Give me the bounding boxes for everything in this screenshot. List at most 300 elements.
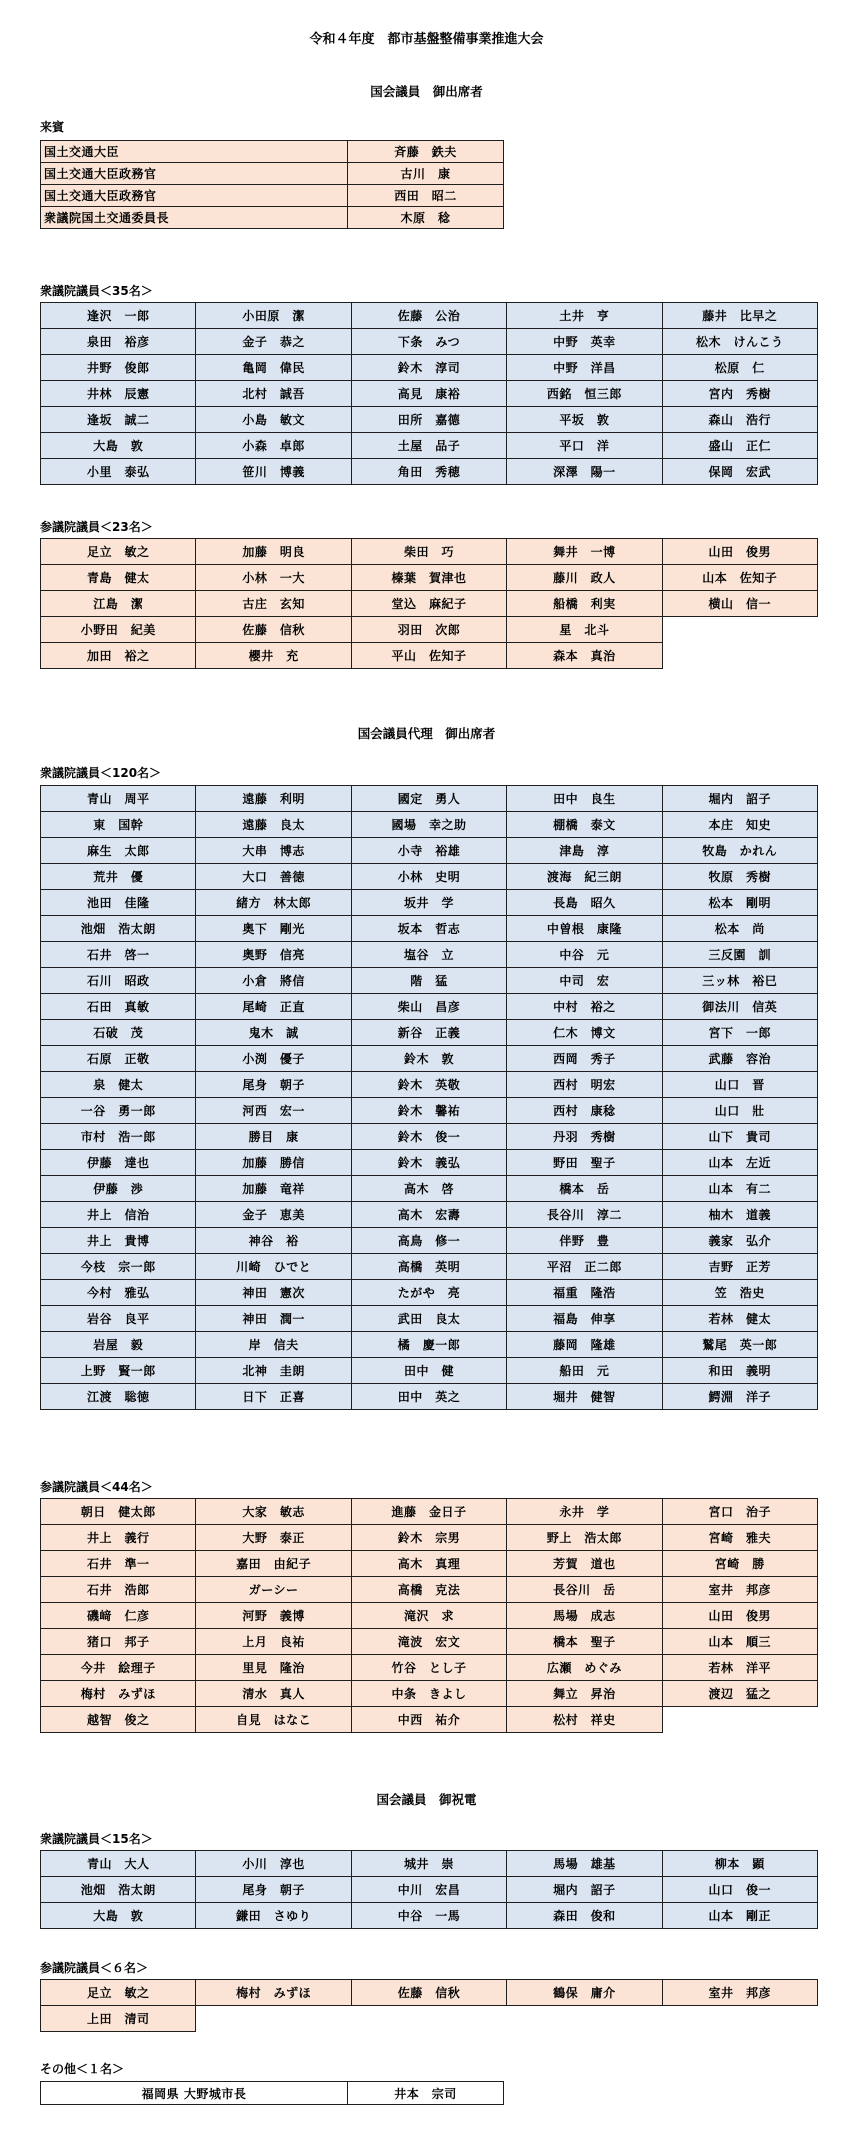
name-cell: 津島 淳 bbox=[507, 838, 662, 864]
name-cell: 大家 敏志 bbox=[196, 1499, 351, 1525]
table-row bbox=[41, 1254, 818, 1280]
name-cell: 若林 洋平 bbox=[662, 1655, 817, 1681]
name-cell: 馬場 成志 bbox=[507, 1603, 662, 1629]
name-cell: 逢沢 一郎 bbox=[41, 303, 196, 329]
table-row bbox=[41, 1577, 818, 1603]
name-cell: 城井 崇 bbox=[351, 1851, 506, 1877]
name-cell: 櫻井 充 bbox=[196, 643, 351, 669]
name-cell: 中谷 一馬 bbox=[351, 1903, 506, 1929]
name-cell: 滝沢 求 bbox=[351, 1603, 506, 1629]
name-cell: 佐藤 公治 bbox=[351, 303, 506, 329]
table-row bbox=[41, 890, 818, 916]
name-cell: 佐藤 信秋 bbox=[196, 617, 351, 643]
name-cell: 江渡 聡徳 bbox=[41, 1384, 196, 1410]
table-row bbox=[41, 864, 818, 890]
name-cell: 室井 邦彦 bbox=[662, 1980, 817, 2006]
table-row bbox=[41, 994, 818, 1020]
empty-cell bbox=[507, 2006, 662, 2032]
name-cell: 井上 信治 bbox=[41, 1202, 196, 1228]
table-row bbox=[41, 591, 818, 617]
guest-role-cell: 衆議院国土交通委員長 bbox=[41, 207, 348, 229]
name-cell: 中谷 元 bbox=[507, 942, 662, 968]
name-cell: 平口 洋 bbox=[507, 433, 662, 459]
empty-cell bbox=[662, 1707, 817, 1733]
name-cell: 鶴保 庸介 bbox=[507, 1980, 662, 2006]
table-row bbox=[41, 1332, 818, 1358]
name-cell: 塩谷 立 bbox=[351, 942, 506, 968]
name-cell: 石井 浩郎 bbox=[41, 1577, 196, 1603]
name-cell: 高木 真理 bbox=[351, 1551, 506, 1577]
name-cell: 柴山 昌彦 bbox=[351, 994, 506, 1020]
name-cell: 梅村 みずほ bbox=[196, 1980, 351, 2006]
name-cell: 荒井 優 bbox=[41, 864, 196, 890]
name-cell: 小倉 將信 bbox=[196, 968, 351, 994]
name-cell: 小林 一大 bbox=[196, 565, 351, 591]
table-row bbox=[41, 1124, 818, 1150]
name-cell: 神田 潤一 bbox=[196, 1306, 351, 1332]
name-cell: 渡海 紀三朗 bbox=[507, 864, 662, 890]
empty-cell bbox=[351, 2006, 506, 2032]
attend-shu-label: 衆議院議員＜35名＞ bbox=[40, 284, 153, 298]
name-cell: 高橋 克法 bbox=[351, 1577, 506, 1603]
name-cell: 今村 雅弘 bbox=[41, 1280, 196, 1306]
table-row bbox=[41, 1707, 818, 1733]
guest-name-cell: 西田 昭二 bbox=[348, 185, 504, 207]
name-cell: 足立 敏之 bbox=[41, 539, 196, 565]
name-cell: 遠藤 良太 bbox=[196, 812, 351, 838]
name-cell: 高木 宏壽 bbox=[351, 1202, 506, 1228]
name-cell: 井野 俊郎 bbox=[41, 355, 196, 381]
name-cell: 横山 信一 bbox=[662, 591, 817, 617]
name-cell: 御法川 信英 bbox=[662, 994, 817, 1020]
name-cell: 尾身 朝子 bbox=[196, 1877, 351, 1903]
name-cell: 山本 剛正 bbox=[662, 1903, 817, 1929]
name-cell: 上野 賢一郎 bbox=[41, 1358, 196, 1384]
table-row bbox=[41, 163, 504, 185]
name-cell: 東 国幹 bbox=[41, 812, 196, 838]
name-cell: 小寺 裕雄 bbox=[351, 838, 506, 864]
name-cell: 越智 俊之 bbox=[41, 1707, 196, 1733]
name-cell: 永井 学 bbox=[507, 1499, 662, 1525]
name-cell: 三ッ林 裕巳 bbox=[662, 968, 817, 994]
name-cell: 山口 俊一 bbox=[662, 1877, 817, 1903]
name-cell: 平坂 敦 bbox=[507, 407, 662, 433]
name-cell: 下条 みつ bbox=[351, 329, 506, 355]
name-cell: 森山 浩行 bbox=[662, 407, 817, 433]
name-cell: 階 猛 bbox=[351, 968, 506, 994]
name-cell: 室井 邦彦 bbox=[662, 1577, 817, 1603]
table-row bbox=[41, 407, 818, 433]
name-cell: 大串 博志 bbox=[196, 838, 351, 864]
proxy-san-label: 参議院議員＜44名＞ bbox=[40, 1480, 153, 1494]
name-cell: 大野 泰正 bbox=[196, 1525, 351, 1551]
name-cell: 鈴木 義弘 bbox=[351, 1150, 506, 1176]
name-cell: 宮内 秀樹 bbox=[662, 381, 817, 407]
name-cell: 笹川 博義 bbox=[196, 459, 351, 485]
guest-table bbox=[40, 140, 504, 229]
name-cell: 山本 左近 bbox=[662, 1150, 817, 1176]
name-cell: 金子 恭之 bbox=[196, 329, 351, 355]
name-cell: 土屋 品子 bbox=[351, 433, 506, 459]
table-row bbox=[41, 1072, 818, 1098]
name-cell: 小渕 優子 bbox=[196, 1046, 351, 1072]
name-cell: 加藤 明良 bbox=[196, 539, 351, 565]
name-cell: 麻生 太郎 bbox=[41, 838, 196, 864]
table-row bbox=[41, 1384, 818, 1410]
name-cell: 牧島 かれん bbox=[662, 838, 817, 864]
name-cell: 泉 健太 bbox=[41, 1072, 196, 1098]
name-cell: 福島 伸享 bbox=[507, 1306, 662, 1332]
name-cell: 土井 亨 bbox=[507, 303, 662, 329]
table-row bbox=[41, 1020, 818, 1046]
name-cell: 石井 準一 bbox=[41, 1551, 196, 1577]
table-row bbox=[41, 459, 818, 485]
name-cell: 坂本 哲志 bbox=[351, 916, 506, 942]
name-cell: 小島 敏文 bbox=[196, 407, 351, 433]
guest-role-cell: 国土交通大臣政務官 bbox=[41, 185, 348, 207]
name-cell: 藤井 比早之 bbox=[662, 303, 817, 329]
name-cell: 中川 宏昌 bbox=[351, 1877, 506, 1903]
name-cell: 坂井 学 bbox=[351, 890, 506, 916]
name-cell: 井上 貴博 bbox=[41, 1228, 196, 1254]
table-row bbox=[41, 1280, 818, 1306]
name-cell: 船田 元 bbox=[507, 1358, 662, 1384]
name-cell: たがや 亮 bbox=[351, 1280, 506, 1306]
name-cell: 山下 貴司 bbox=[662, 1124, 817, 1150]
name-cell: 中村 裕之 bbox=[507, 994, 662, 1020]
name-cell: 舞立 昇治 bbox=[507, 1681, 662, 1707]
table-row bbox=[41, 2082, 504, 2105]
name-cell: 松木 けんこう bbox=[662, 329, 817, 355]
table-row bbox=[41, 1525, 818, 1551]
name-cell: 鬼木 誠 bbox=[196, 1020, 351, 1046]
name-cell: 山本 順三 bbox=[662, 1629, 817, 1655]
name-cell: 中野 洋昌 bbox=[507, 355, 662, 381]
name-cell: 小里 泰弘 bbox=[41, 459, 196, 485]
name-cell: 渡辺 猛之 bbox=[662, 1681, 817, 1707]
table-row bbox=[41, 565, 818, 591]
name-cell: 中曽根 康隆 bbox=[507, 916, 662, 942]
name-cell: 西岡 秀子 bbox=[507, 1046, 662, 1072]
name-cell: 小森 卓郎 bbox=[196, 433, 351, 459]
name-cell: ガーシー bbox=[196, 1577, 351, 1603]
name-cell: 岸 信夫 bbox=[196, 1332, 351, 1358]
table-row bbox=[41, 1603, 818, 1629]
table-row bbox=[41, 617, 818, 643]
name-cell: 奥下 剛光 bbox=[196, 916, 351, 942]
name-cell: 井上 義行 bbox=[41, 1525, 196, 1551]
name-cell: 盛山 正仁 bbox=[662, 433, 817, 459]
name-cell: 橋本 聖子 bbox=[507, 1629, 662, 1655]
page-title: 令和４年度 都市基盤整備事業推進大会 bbox=[309, 32, 544, 47]
table-row bbox=[41, 1851, 818, 1877]
name-cell: 鈴木 宗男 bbox=[351, 1525, 506, 1551]
empty-cell bbox=[662, 2006, 817, 2032]
name-cell: 泉田 裕彦 bbox=[41, 329, 196, 355]
name-cell: 高木 啓 bbox=[351, 1176, 506, 1202]
name-cell: 森本 真治 bbox=[507, 643, 662, 669]
name-cell: 金子 恵美 bbox=[196, 1202, 351, 1228]
name-cell: 野田 聖子 bbox=[507, 1150, 662, 1176]
table-row bbox=[41, 916, 818, 942]
name-cell: 古庄 玄知 bbox=[196, 591, 351, 617]
name-cell: 堀内 詔子 bbox=[507, 1877, 662, 1903]
table-row bbox=[41, 643, 818, 669]
name-cell: 宮口 治子 bbox=[662, 1499, 817, 1525]
name-cell: 野上 浩太郎 bbox=[507, 1525, 662, 1551]
name-cell: 長谷川 岳 bbox=[507, 1577, 662, 1603]
name-cell: 日下 正喜 bbox=[196, 1384, 351, 1410]
table-row bbox=[41, 355, 818, 381]
name-cell: 大島 敦 bbox=[41, 433, 196, 459]
name-cell: 羽田 次郎 bbox=[351, 617, 506, 643]
name-cell: 福重 隆浩 bbox=[507, 1280, 662, 1306]
name-cell: 亀岡 偉民 bbox=[196, 355, 351, 381]
name-cell: 清水 真人 bbox=[196, 1681, 351, 1707]
name-cell: 自見 はなこ bbox=[196, 1707, 351, 1733]
name-cell: 石原 正敬 bbox=[41, 1046, 196, 1072]
telegram-shu-label: 衆議院議員＜15名＞ bbox=[40, 1832, 153, 1846]
name-cell: 田中 英之 bbox=[351, 1384, 506, 1410]
name-cell: 舞井 一博 bbox=[507, 539, 662, 565]
name-cell: 広瀬 めぐみ bbox=[507, 1655, 662, 1681]
name-cell: 大島 敦 bbox=[41, 1903, 196, 1929]
table-row bbox=[41, 1903, 818, 1929]
table-row bbox=[41, 1150, 818, 1176]
name-cell: 牧原 秀樹 bbox=[662, 864, 817, 890]
name-cell: 鷲尾 英一郎 bbox=[662, 1332, 817, 1358]
name-cell: 森田 俊和 bbox=[507, 1903, 662, 1929]
name-cell: 神田 憲次 bbox=[196, 1280, 351, 1306]
proxy-san-table bbox=[40, 1498, 818, 1733]
table-row bbox=[41, 1306, 818, 1332]
name-cell: 伴野 豊 bbox=[507, 1228, 662, 1254]
name-cell: 仁木 博文 bbox=[507, 1020, 662, 1046]
telegram-heading: 国会議員 御祝電 bbox=[376, 1792, 477, 1807]
proxy-heading: 国会議員代理 御出席者 bbox=[357, 726, 496, 741]
name-cell: 山本 有二 bbox=[662, 1176, 817, 1202]
name-cell: 中西 祐介 bbox=[351, 1707, 506, 1733]
name-cell: 鈴木 敦 bbox=[351, 1046, 506, 1072]
attend-san-label: 参議院議員＜23名＞ bbox=[40, 520, 153, 534]
table-row bbox=[41, 303, 818, 329]
name-cell: 和田 義明 bbox=[662, 1358, 817, 1384]
name-cell: 柳本 顕 bbox=[662, 1851, 817, 1877]
name-cell: 岩屋 毅 bbox=[41, 1332, 196, 1358]
name-cell: 馬場 雄基 bbox=[507, 1851, 662, 1877]
name-cell: 鈴木 俊一 bbox=[351, 1124, 506, 1150]
name-cell: 義家 弘介 bbox=[662, 1228, 817, 1254]
name-cell: 田中 健 bbox=[351, 1358, 506, 1384]
name-cell: 石川 昭政 bbox=[41, 968, 196, 994]
other-table bbox=[40, 2081, 504, 2105]
name-cell: 藤川 政人 bbox=[507, 565, 662, 591]
telegram-san-table bbox=[40, 1979, 818, 2032]
table-row bbox=[41, 2006, 818, 2032]
name-cell: 芳賀 道也 bbox=[507, 1551, 662, 1577]
table-row bbox=[41, 1681, 818, 1707]
name-cell: 武藤 容治 bbox=[662, 1046, 817, 1072]
guest-name-cell: 木原 稔 bbox=[348, 207, 504, 229]
name-cell: 高橋 英明 bbox=[351, 1254, 506, 1280]
name-cell: 小林 史明 bbox=[351, 864, 506, 890]
name-cell: 市村 浩一郎 bbox=[41, 1124, 196, 1150]
name-cell: 鈴木 馨祐 bbox=[351, 1098, 506, 1124]
name-cell: 佐藤 信秋 bbox=[351, 1980, 506, 2006]
guest-name-cell: 斉藤 鉄夫 bbox=[348, 141, 504, 163]
name-cell: 中条 きよし bbox=[351, 1681, 506, 1707]
name-cell: 中野 英幸 bbox=[507, 329, 662, 355]
name-cell: 尾崎 正直 bbox=[196, 994, 351, 1020]
proxy-shu-label: 衆議院議員＜120名＞ bbox=[40, 766, 162, 780]
name-cell: 松原 仁 bbox=[662, 355, 817, 381]
guest-name-cell: 古川 康 bbox=[348, 163, 504, 185]
name-cell: 上月 良祐 bbox=[196, 1629, 351, 1655]
name-cell: 小川 淳也 bbox=[196, 1851, 351, 1877]
name-cell: 柚木 道義 bbox=[662, 1202, 817, 1228]
name-cell: 井林 辰憲 bbox=[41, 381, 196, 407]
table-row bbox=[41, 1551, 818, 1577]
table-row bbox=[41, 329, 818, 355]
name-cell: 梅村 みずほ bbox=[41, 1681, 196, 1707]
name-cell: 新谷 正義 bbox=[351, 1020, 506, 1046]
name-cell: 松本 尚 bbox=[662, 916, 817, 942]
name-cell: 河西 宏一 bbox=[196, 1098, 351, 1124]
name-cell: 石破 茂 bbox=[41, 1020, 196, 1046]
name-cell: 笠 浩史 bbox=[662, 1280, 817, 1306]
name-cell: 中司 宏 bbox=[507, 968, 662, 994]
name-cell: 山口 晋 bbox=[662, 1072, 817, 1098]
name-cell: 本庄 知史 bbox=[662, 812, 817, 838]
name-cell: 奥野 信亮 bbox=[196, 942, 351, 968]
name-cell: 逢坂 誠二 bbox=[41, 407, 196, 433]
table-row bbox=[41, 381, 818, 407]
name-cell: 藤岡 隆雄 bbox=[507, 1332, 662, 1358]
guest-role-cell: 国土交通大臣政務官 bbox=[41, 163, 348, 185]
table-row bbox=[41, 1877, 818, 1903]
table-row bbox=[41, 207, 504, 229]
name-cell: 星 北斗 bbox=[507, 617, 662, 643]
name-cell: 伊藤 渉 bbox=[41, 1176, 196, 1202]
other-label: その他＜１名＞ bbox=[40, 2062, 125, 2076]
guest-label: 来賓 bbox=[40, 120, 65, 134]
name-cell: 池田 佳隆 bbox=[41, 890, 196, 916]
name-cell: 國場 幸之助 bbox=[351, 812, 506, 838]
name-cell: 山本 佐知子 bbox=[662, 565, 817, 591]
name-cell: 橘 慶一郎 bbox=[351, 1332, 506, 1358]
name-cell: 河野 義博 bbox=[196, 1603, 351, 1629]
table-row bbox=[41, 1098, 818, 1124]
name-cell: 長島 昭久 bbox=[507, 890, 662, 916]
name-cell: 小田原 潔 bbox=[196, 303, 351, 329]
name-cell: 松村 祥史 bbox=[507, 1707, 662, 1733]
name-cell: 平山 佐知子 bbox=[351, 643, 506, 669]
name-cell: 神谷 裕 bbox=[196, 1228, 351, 1254]
other-role-cell: 福岡県 大野城市長 bbox=[41, 2082, 348, 2105]
table-row bbox=[41, 1228, 818, 1254]
name-cell: 川崎 ひでと bbox=[196, 1254, 351, 1280]
name-cell: 武田 良太 bbox=[351, 1306, 506, 1332]
name-cell: 岩谷 良平 bbox=[41, 1306, 196, 1332]
proxy-shu-table bbox=[40, 785, 818, 1410]
name-cell: 猪口 邦子 bbox=[41, 1629, 196, 1655]
name-cell: 伊藤 達也 bbox=[41, 1150, 196, 1176]
guest-role-cell: 国土交通大臣 bbox=[41, 141, 348, 163]
table-row bbox=[41, 1980, 818, 2006]
name-cell: 北神 圭朗 bbox=[196, 1358, 351, 1384]
name-cell: 鈴木 淳司 bbox=[351, 355, 506, 381]
name-cell: 田所 嘉德 bbox=[351, 407, 506, 433]
name-cell: 宮崎 勝 bbox=[662, 1551, 817, 1577]
name-cell: 朝日 健太郎 bbox=[41, 1499, 196, 1525]
attend-shu-table bbox=[40, 302, 818, 485]
name-cell: 青山 大人 bbox=[41, 1851, 196, 1877]
table-row bbox=[41, 968, 818, 994]
name-cell: 石田 真敏 bbox=[41, 994, 196, 1020]
name-cell: 北村 誠吾 bbox=[196, 381, 351, 407]
name-cell: 山田 俊男 bbox=[662, 1603, 817, 1629]
name-cell: 柴田 巧 bbox=[351, 539, 506, 565]
table-row bbox=[41, 1176, 818, 1202]
name-cell: 嘉田 由紀子 bbox=[196, 1551, 351, 1577]
name-cell: 鈴木 英敬 bbox=[351, 1072, 506, 1098]
name-cell: 石井 啓一 bbox=[41, 942, 196, 968]
other-name-cell: 井本 宗司 bbox=[348, 2082, 504, 2105]
table-row bbox=[41, 1655, 818, 1681]
table-row bbox=[41, 812, 818, 838]
name-cell: 宮下 一郎 bbox=[662, 1020, 817, 1046]
name-cell: 長谷川 淳二 bbox=[507, 1202, 662, 1228]
table-row bbox=[41, 185, 504, 207]
table-row bbox=[41, 539, 818, 565]
table-row bbox=[41, 433, 818, 459]
name-cell: 青山 周平 bbox=[41, 786, 196, 812]
name-cell: 鎌田 さゆり bbox=[196, 1903, 351, 1929]
name-cell: 尾身 朝子 bbox=[196, 1072, 351, 1098]
empty-cell bbox=[196, 2006, 351, 2032]
table-row bbox=[41, 141, 504, 163]
name-cell: 松本 剛明 bbox=[662, 890, 817, 916]
name-cell: 里見 隆治 bbox=[196, 1655, 351, 1681]
attend-heading: 国会議員 御出席者 bbox=[370, 84, 483, 99]
table-row bbox=[41, 786, 818, 812]
name-cell: 遠藤 利明 bbox=[196, 786, 351, 812]
name-cell: 進藤 金日子 bbox=[351, 1499, 506, 1525]
name-cell: 榛葉 賀津也 bbox=[351, 565, 506, 591]
name-cell: 深澤 陽一 bbox=[507, 459, 662, 485]
name-cell: 西村 明宏 bbox=[507, 1072, 662, 1098]
name-cell: 今井 絵理子 bbox=[41, 1655, 196, 1681]
name-cell: 棚橋 泰文 bbox=[507, 812, 662, 838]
name-cell: 丹羽 秀樹 bbox=[507, 1124, 662, 1150]
telegram-san-label: 参議院議員＜６名＞ bbox=[40, 1961, 149, 1975]
name-cell: 三反園 訓 bbox=[662, 942, 817, 968]
name-cell: 大口 善徳 bbox=[196, 864, 351, 890]
name-cell: 鰐淵 洋子 bbox=[662, 1384, 817, 1410]
table-row bbox=[41, 838, 818, 864]
name-cell: 西村 康稔 bbox=[507, 1098, 662, 1124]
name-cell: 池畑 浩太朗 bbox=[41, 1877, 196, 1903]
name-cell: 山田 俊男 bbox=[662, 539, 817, 565]
name-cell: 今枝 宗一郎 bbox=[41, 1254, 196, 1280]
name-cell: 保岡 宏武 bbox=[662, 459, 817, 485]
name-cell: 角田 秀穂 bbox=[351, 459, 506, 485]
name-cell: 勝目 康 bbox=[196, 1124, 351, 1150]
name-cell: 吉野 正芳 bbox=[662, 1254, 817, 1280]
name-cell: 竹谷 とし子 bbox=[351, 1655, 506, 1681]
empty-cell bbox=[662, 643, 817, 669]
name-cell: 緒方 林太郎 bbox=[196, 890, 351, 916]
